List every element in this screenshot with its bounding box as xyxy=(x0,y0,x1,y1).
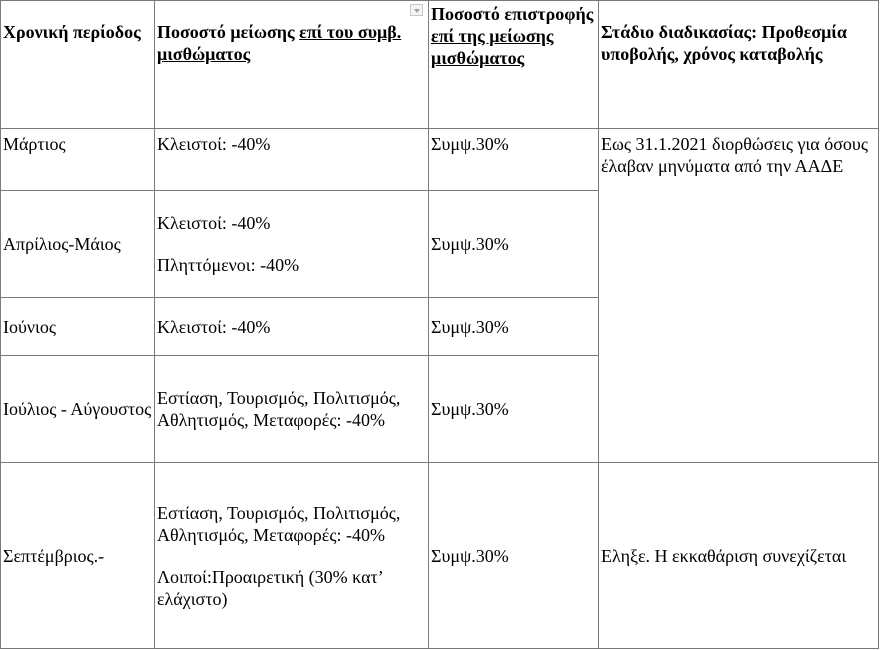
header-reduction-text xyxy=(157,1,426,65)
table-row xyxy=(1,129,879,191)
cell-period: Σεπτέμβριος.- xyxy=(1,463,155,649)
cell-reduction xyxy=(155,191,429,298)
header-refund xyxy=(429,1,599,129)
cell-refund: Συμψ.30% xyxy=(429,129,599,191)
header-stage-text: Στάδιο διαδικασίας: Προθεσμία υποβολής, χρόνος καταβολής xyxy=(601,22,847,64)
cell-period: Απρίλιος-Μάιος xyxy=(1,191,155,298)
cell-period: Ιούλιος - Αύγουστος xyxy=(1,356,155,463)
table-header-row xyxy=(1,1,879,129)
cell-reduction: Εστίαση, Τουρισμός, Πολιτισμός, Αθλητισμός, Μεταφορές: -40% xyxy=(155,356,429,463)
stage-merged-text: Εως 31.1.2021 διορθώσεις για όσους έλαβαν μηνύματα από την ΑΑΔΕ xyxy=(601,134,868,176)
header-reduction-underlined: επί του συμβ. μισθώματος xyxy=(157,22,402,64)
reduction-line: Πληττόμενοι: -40% xyxy=(157,255,300,275)
cell-refund: Συμψ.30% xyxy=(429,356,599,463)
cell-reduction: Κλειστοί: -40% xyxy=(155,129,429,191)
header-period-text: Χρονική περίοδος xyxy=(3,22,141,42)
cell-reduction: Κλειστοί: -40% xyxy=(155,298,429,356)
header-reduction-prefix: Ποσοστό μείωσης xyxy=(157,22,300,42)
cell-period: Μάρτιος xyxy=(1,129,155,191)
cell-stage: Εληξε. Η εκκαθάριση συνεχίζεται xyxy=(599,463,879,649)
table-row xyxy=(1,463,879,649)
column-filter-dropdown-icon[interactable] xyxy=(410,4,423,16)
reduction-line: Λοιποί:Προαιρετική (30% κατ’ ελάχιστο) xyxy=(157,566,383,609)
cell-reduction xyxy=(155,463,429,649)
header-stage xyxy=(599,1,879,129)
cell-refund: Συμψ.30% xyxy=(429,298,599,356)
cell-stage-merged xyxy=(599,129,879,463)
header-reduction xyxy=(155,1,429,129)
cell-refund: Συμψ.30% xyxy=(429,191,599,298)
header-period xyxy=(1,1,155,129)
header-refund-text xyxy=(431,1,596,69)
cell-refund: Συμψ.30% xyxy=(429,463,599,649)
cell-period: Ιούνιος xyxy=(1,298,155,356)
reduction-line: Εστίαση, Τουρισμός, Πολιτισμός, Αθλητισμός, Μεταφορές: -40% xyxy=(157,502,401,545)
header-refund-underlined: επί της μείωσης μισθώματος xyxy=(431,26,554,68)
header-refund-prefix: Ποσοστό επιστροφής xyxy=(431,4,594,24)
reduction-line: Κλειστοί: -40% xyxy=(157,213,271,233)
